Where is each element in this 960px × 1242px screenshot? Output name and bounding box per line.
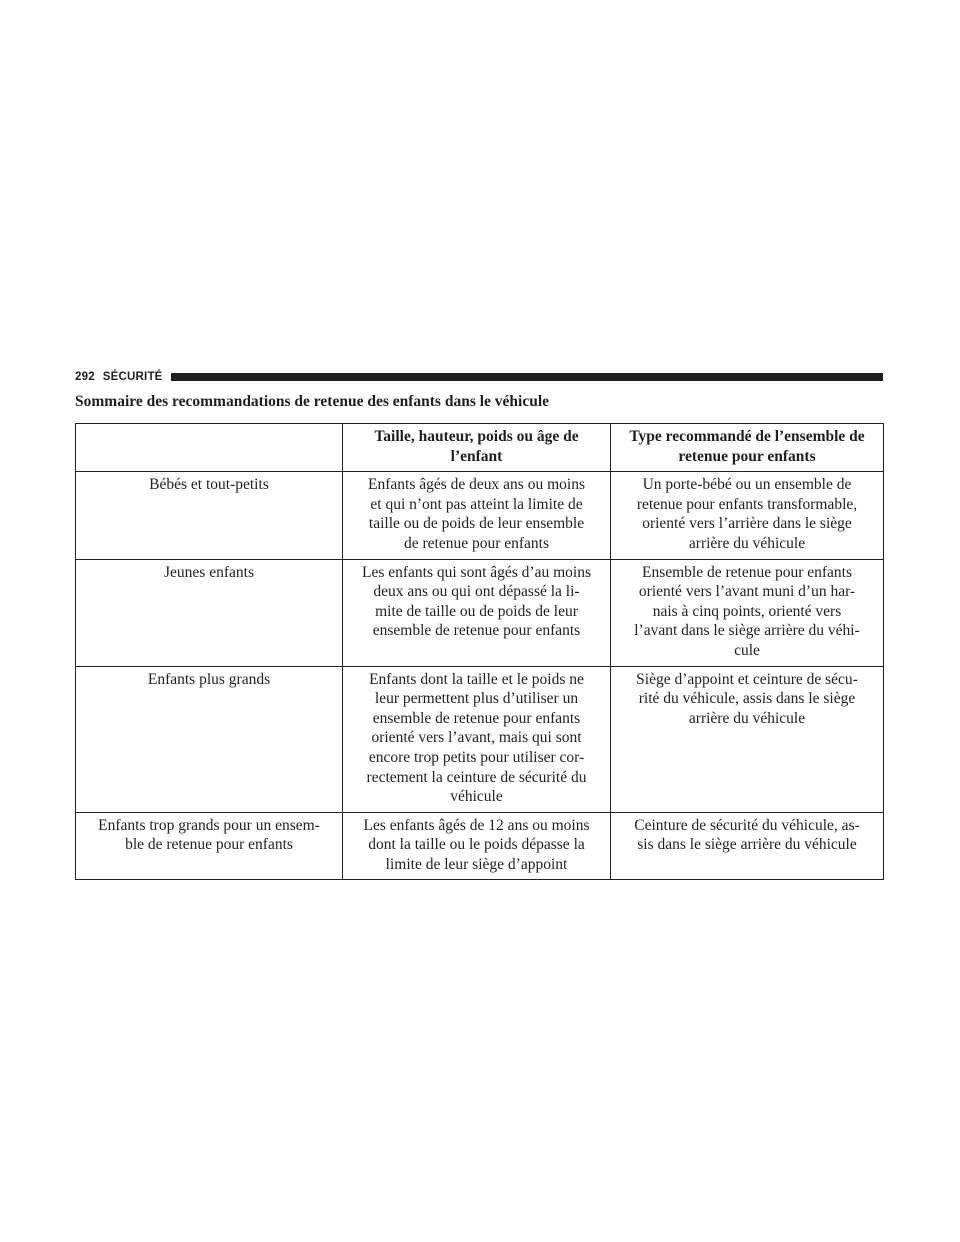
- section-title: SÉCURITÉ: [102, 371, 163, 383]
- cell-line: Un porte-bébé ou un ensemble de: [642, 476, 852, 494]
- cell-line: nais à cinq points, orienté vers: [652, 602, 842, 620]
- cell-line: ensemble de retenue pour enfants: [372, 622, 581, 640]
- cell-line: Les enfants âgés de 12 ans ou moins: [363, 816, 590, 834]
- header-line: l’enfant: [450, 447, 503, 465]
- cell-line: Bébés et tout-petits: [149, 476, 269, 494]
- cell-line: ble de retenue pour enfants: [125, 836, 293, 854]
- cell-line: leur permettent plus d’utiliser un: [374, 690, 579, 708]
- cell-line: Jeunes enfants: [164, 563, 254, 581]
- header-rule: [171, 373, 883, 381]
- cell-line: rectement la ceinture de sécurité du: [366, 768, 587, 786]
- cell-line: orienté vers l’avant muni d’un har-: [638, 583, 856, 601]
- header-line: Taille, hauteur, poids ou âge de: [374, 428, 579, 445]
- cell-line: cule: [734, 641, 760, 659]
- table-container: [75, 423, 883, 880]
- table-title: Sommaire des recommandations de retenue des enfants dans le véhicule: [75, 393, 550, 410]
- table-row: [76, 812, 884, 880]
- cell-line: arrière du véhicule: [688, 534, 806, 552]
- table-row: [76, 472, 884, 559]
- cell-line: Enfants âgés de deux ans ou moins: [368, 476, 585, 494]
- cell-line: rité du véhicule, assis dans le siège: [638, 690, 856, 708]
- table-cell: [76, 472, 343, 559]
- cell-line: Ensemble de retenue pour enfants: [641, 563, 853, 581]
- header-cell-blank: [76, 424, 343, 472]
- cell-line: et qui n’ont pas atteint la limite de: [370, 495, 583, 513]
- table-cell: [611, 559, 884, 666]
- cell-line: Enfants trop grands pour un ensem-: [98, 816, 320, 834]
- cell-line: l’avant dans le siège arrière du véhi-: [634, 622, 860, 640]
- table-cell: [343, 812, 611, 880]
- cell-line: limite de leur siège d’appoint: [385, 855, 568, 873]
- table-cell: [343, 666, 611, 812]
- child-restraint-table: [75, 423, 884, 880]
- table-header-row: [76, 424, 884, 472]
- header-cell-size: [343, 424, 611, 472]
- page-header: [75, 369, 883, 385]
- cell-line: deux ans ou qui ont dépassé la li-: [373, 583, 580, 601]
- header-line: Type recommandé de l’ensemble de: [629, 428, 865, 445]
- table-cell: [343, 472, 611, 559]
- cell-line: Ceinture de sécurité du véhicule, as-: [634, 816, 860, 834]
- cell-line: orienté vers l’arrière dans le siège: [642, 515, 852, 533]
- table-cell: [611, 812, 884, 880]
- cell-line: retenue pour enfants transformable,: [636, 495, 858, 513]
- table-row: [76, 666, 884, 812]
- table-row: [76, 559, 884, 666]
- header-line: retenue pour enfants: [678, 447, 816, 465]
- cell-line: ensemble de retenue pour enfants: [372, 709, 581, 727]
- table-cell: [76, 666, 343, 812]
- table-cell: [611, 666, 884, 812]
- cell-line: Siège d’appoint et ceinture de sécu-: [636, 670, 858, 688]
- cell-line: véhicule: [450, 788, 503, 806]
- cell-line: dont la taille ou le poids dépasse la: [368, 836, 585, 854]
- table-cell: [76, 559, 343, 666]
- cell-line: Les enfants qui sont âgés d’au moins: [361, 563, 591, 581]
- cell-line: de retenue pour enfants: [403, 534, 550, 552]
- cell-line: taille ou de poids de leur ensemble: [368, 515, 585, 533]
- table-cell: [343, 559, 611, 666]
- cell-line: encore trop petits pour utiliser cor-: [368, 748, 585, 766]
- cell-line: mite de taille ou de poids de leur: [375, 602, 578, 620]
- page-number: 292: [75, 371, 95, 383]
- table-cell: [611, 472, 884, 559]
- cell-line: sis dans le siège arrière du véhicule: [637, 836, 857, 854]
- cell-line: orienté vers l’avant, mais qui sont: [371, 729, 582, 747]
- cell-line: Enfants dont la taille et le poids ne: [369, 670, 584, 688]
- table-cell: [76, 812, 343, 880]
- cell-line: arrière du véhicule: [688, 709, 806, 727]
- cell-line: Enfants plus grands: [147, 670, 271, 688]
- header-cell-type: [611, 424, 884, 472]
